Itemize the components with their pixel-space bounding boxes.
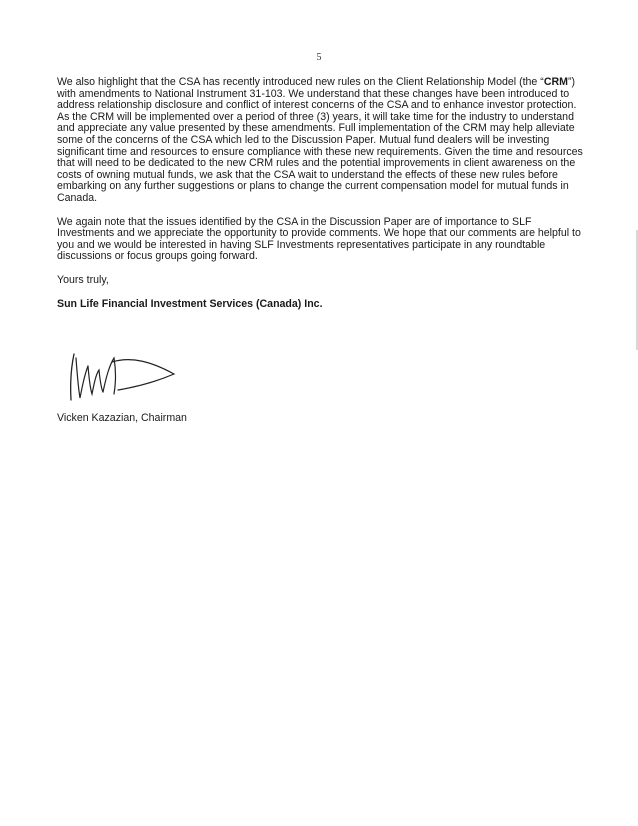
paragraph-line: Canada.: [57, 191, 98, 204]
bold-term-crm: CRM: [543, 76, 568, 88]
line-text: We also highlight that the CSA has recently introduced new rules on the Client Relationship Model (the “: [57, 76, 544, 88]
paragraph-line: discussions or focus groups going forward.: [57, 250, 258, 263]
signer-name-title: Vicken Kazazian, Chairman: [57, 412, 187, 424]
paragraph-line: and appreciate any value presented by these amendments. Full implementation of the CRM may help alleviate: [57, 122, 575, 135]
paragraph-line: We again note that the issues identified by the CSA in the Discussion Paper are of importance to SLF: [57, 215, 532, 228]
company-name: Sun Life Financial Investment Services (Canada) Inc.: [57, 297, 323, 310]
bold-term-suffix: ”): [567, 76, 576, 88]
paragraph-line: [57, 77, 582, 89]
page-number: 5: [316, 52, 322, 63]
paragraph-line: embarking on any further suggestions or plans to change the current compensation model for mutual funds in: [57, 180, 569, 193]
paragraph-line: with amendments to National Instrument 31-103. We understand that these changes have been introduced to: [57, 87, 570, 100]
paragraph-crm: [57, 77, 582, 205]
paragraph-line: some of the concerns of the CSA which led to the Discussion Paper. Mutual fund dealers will be investing: [57, 133, 550, 146]
paragraph-closing-remarks: [57, 217, 582, 263]
letter-body: [57, 77, 582, 310]
paragraph-line: As the CRM will be implemented over a period of three (3) years, it will take time for the industry to understand: [57, 110, 574, 123]
closing-salutation: Yours truly,: [57, 273, 109, 286]
paragraph-line: Investments and we appreciate the opportunity to provide comments. We hope that our comments are helpful to: [57, 227, 581, 240]
paragraph-line: address relationship disclosure and conflict of interest concerns of the CSA and to enhance investor protection.: [57, 99, 577, 112]
paragraph-line: significant time and resources to ensure compliance with these new requirements. Given the time and resources: [57, 145, 583, 158]
paragraph-line: costs of owning mutual funds, we ask that the CSA wait to understand the effects of these new rules before: [57, 168, 558, 181]
handwritten-signature: [62, 348, 192, 408]
paragraph-line: you and we would be interested in having SLF Investments representatives participate in any roundtable: [57, 238, 546, 251]
paragraph-line: that will need to be dedicated to the new CRM rules and the potential improvements in client awareness on the: [57, 157, 576, 170]
